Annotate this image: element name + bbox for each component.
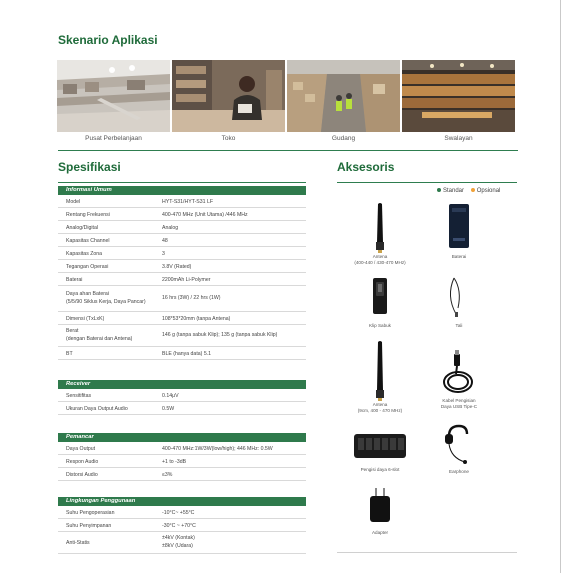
mall-photo	[57, 60, 170, 132]
usb-cable-icon	[434, 348, 484, 398]
spec-row	[58, 468, 306, 481]
spec-value: +1 to -3dB	[162, 459, 187, 465]
spec-key: Baterai	[66, 277, 83, 283]
charger-6slot-icon	[352, 428, 408, 462]
spec-value-2: ±8kV (Udara)	[162, 543, 193, 549]
spec-key: Analog/Digital	[66, 225, 99, 231]
spec-key: Berat	[66, 328, 79, 334]
accessory-label: Pengisi daya 6-slot	[360, 467, 400, 472]
spec-row	[58, 260, 306, 273]
spec-key: Dimensi (TxLxK)	[66, 316, 105, 322]
spec-value: 48	[162, 238, 168, 244]
spec-row	[58, 442, 306, 455]
accessory-label: Baterai	[451, 254, 467, 259]
scenario-caption: Swalayan	[444, 135, 473, 142]
spec-value: 3.8V (Rated)	[162, 264, 192, 270]
specs-title: Spesifikasi	[58, 160, 121, 174]
spec-value: 108*53*20mm (tanpa Antena)	[162, 316, 231, 322]
spec-key: Daya Output	[66, 446, 96, 452]
spec-section-transmitter	[58, 433, 306, 481]
shop-photo	[172, 60, 285, 132]
accessory-label: Kabel Pengisian	[442, 398, 476, 403]
spec-row	[58, 221, 306, 234]
spec-value: ≤3%	[162, 472, 173, 478]
spec-key: Tegangan Operasi	[66, 264, 109, 270]
scenario-photos	[57, 60, 517, 132]
spec-value: BLE (hanya data) 5.1	[162, 351, 212, 357]
spec-row	[58, 532, 306, 554]
spec-value: 0.5W	[162, 406, 175, 412]
supermarket-photo	[402, 60, 515, 132]
spec-section-receiver	[58, 380, 306, 415]
accessory-label-note: (400-440 / 430-470 MHz)	[354, 259, 406, 265]
spec-key: Distorsi Audio	[66, 472, 98, 478]
spec-value: 400-470 MHz (Unit Utama) /446 MHz	[162, 212, 248, 218]
accessory-lanyard	[424, 276, 494, 329]
spec-key: Rentang Frekuensi	[66, 212, 110, 218]
spec-row	[58, 519, 306, 532]
warehouse-photo	[287, 60, 400, 132]
spec-value: ±4kV (Kontak)	[162, 535, 195, 541]
standard-dot-icon	[437, 188, 441, 192]
spec-section-environment	[58, 497, 306, 554]
spec-section-header: Lingkungan Penggunaan	[58, 497, 306, 506]
accessory-battery	[424, 202, 494, 260]
spec-key: Respon Audio	[66, 459, 99, 465]
spec-section-header: Receiver	[58, 380, 306, 389]
spec-value: HYT-S31/HYT-S31 LF	[162, 199, 214, 205]
spec-key: Suhu Penyimpanan	[66, 523, 112, 529]
optional-dot-icon	[471, 188, 475, 192]
legend-optional: Opsional	[476, 188, 501, 194]
spec-value: 400-470 MHz:1W/3W(low/high); 446 MHz: 0.5W	[162, 446, 273, 452]
specs-title-rule	[58, 182, 306, 183]
accessory-label: Adapter	[371, 530, 389, 535]
spec-value: -10°C~ +55°C	[162, 510, 195, 516]
scenario-caption: Pusat Perbelanjaan	[85, 135, 142, 142]
spec-key: Daya ahan Baterai	[66, 291, 109, 297]
belt-clip-icon	[371, 276, 389, 316]
accessory-label-note: Daya USB Tipe-C	[440, 403, 478, 409]
page-edge	[560, 0, 561, 573]
spec-row	[58, 389, 306, 402]
accessories-title-rule	[337, 182, 517, 183]
section-divider	[58, 150, 518, 151]
scenario-title: Skenario Aplikasi	[58, 33, 158, 47]
spec-key-note: (5/5/90 Siklus Kerja, Daya Pancar)	[66, 299, 146, 305]
spec-row	[58, 455, 306, 468]
adapter-icon	[367, 486, 393, 528]
antenna-long-icon	[370, 340, 390, 402]
spec-value: Analog	[162, 225, 179, 231]
accessory-label: Tali	[455, 323, 463, 328]
earphone-icon	[439, 424, 479, 468]
accessory-usb-cable	[424, 348, 494, 409]
accessory-label: Antena	[372, 402, 388, 407]
spec-row	[58, 234, 306, 247]
spec-value: 2200mAh Li-Polymer	[162, 277, 211, 283]
scenario-caption: Gudang	[331, 135, 356, 142]
spec-section-general	[58, 186, 306, 360]
accessory-6slot-charger	[345, 428, 415, 473]
legend-standard: Standar	[443, 188, 465, 194]
accessory-label: Earphone	[449, 469, 469, 474]
spec-key: Ukuran Daya Output Audio	[66, 406, 128, 412]
accessory-earphone	[424, 424, 494, 475]
scenario-caption: Toko	[221, 135, 236, 142]
spec-section-header: Pemancar	[58, 433, 306, 442]
spec-row	[58, 247, 306, 260]
spec-key: Suhu Pengoperasian	[66, 510, 115, 516]
accessory-label: Klip Sabuk	[369, 323, 391, 328]
spec-key: Kapasitas Zona	[66, 251, 103, 257]
spec-key: BT	[66, 351, 73, 357]
spec-value: 3	[162, 251, 165, 257]
spec-row	[58, 273, 306, 286]
spec-row	[58, 402, 306, 415]
accessory-antenna-short	[345, 202, 415, 265]
lanyard-icon	[444, 276, 474, 318]
spec-value: 16 hrs (3W) / 22 hrs (1W)	[162, 295, 221, 301]
accessory-antenna-long	[345, 340, 415, 413]
spec-key: Anti-Statis	[66, 540, 90, 546]
spec-row	[58, 347, 306, 360]
spec-value: 0.14μV	[162, 393, 179, 399]
spec-section-header: Informasi Umum	[58, 186, 306, 195]
spec-row	[58, 195, 306, 208]
spec-row	[58, 506, 306, 519]
spec-value: -30°C ~ +70°C	[162, 523, 196, 529]
spec-row	[58, 325, 306, 347]
accessories-bottom-rule	[337, 552, 517, 553]
battery-icon	[447, 202, 471, 250]
spec-row	[58, 312, 306, 325]
spec-key: Kapasitas Channel	[66, 238, 110, 244]
spec-value: 146 g (tanpa sabuk Klip); 135 g (tanpa sabuk Klip)	[162, 332, 278, 338]
accessory-label-note: (9cm, 400 - 470 MHz)	[357, 407, 403, 413]
accessory-adapter	[345, 486, 415, 536]
spec-key: Sensitifitas	[66, 393, 92, 399]
spec-key: Model	[66, 199, 81, 205]
spec-row	[58, 208, 306, 221]
spec-key-note: (dengan Baterai dan Antena)	[66, 336, 133, 342]
spec-row	[58, 286, 306, 312]
accessory-legend	[437, 188, 500, 194]
accessory-belt-clip	[345, 276, 415, 329]
accessories-title: Aksesoris	[337, 160, 395, 174]
antenna-short-icon	[370, 202, 390, 254]
accessory-label: Antena	[372, 254, 388, 259]
